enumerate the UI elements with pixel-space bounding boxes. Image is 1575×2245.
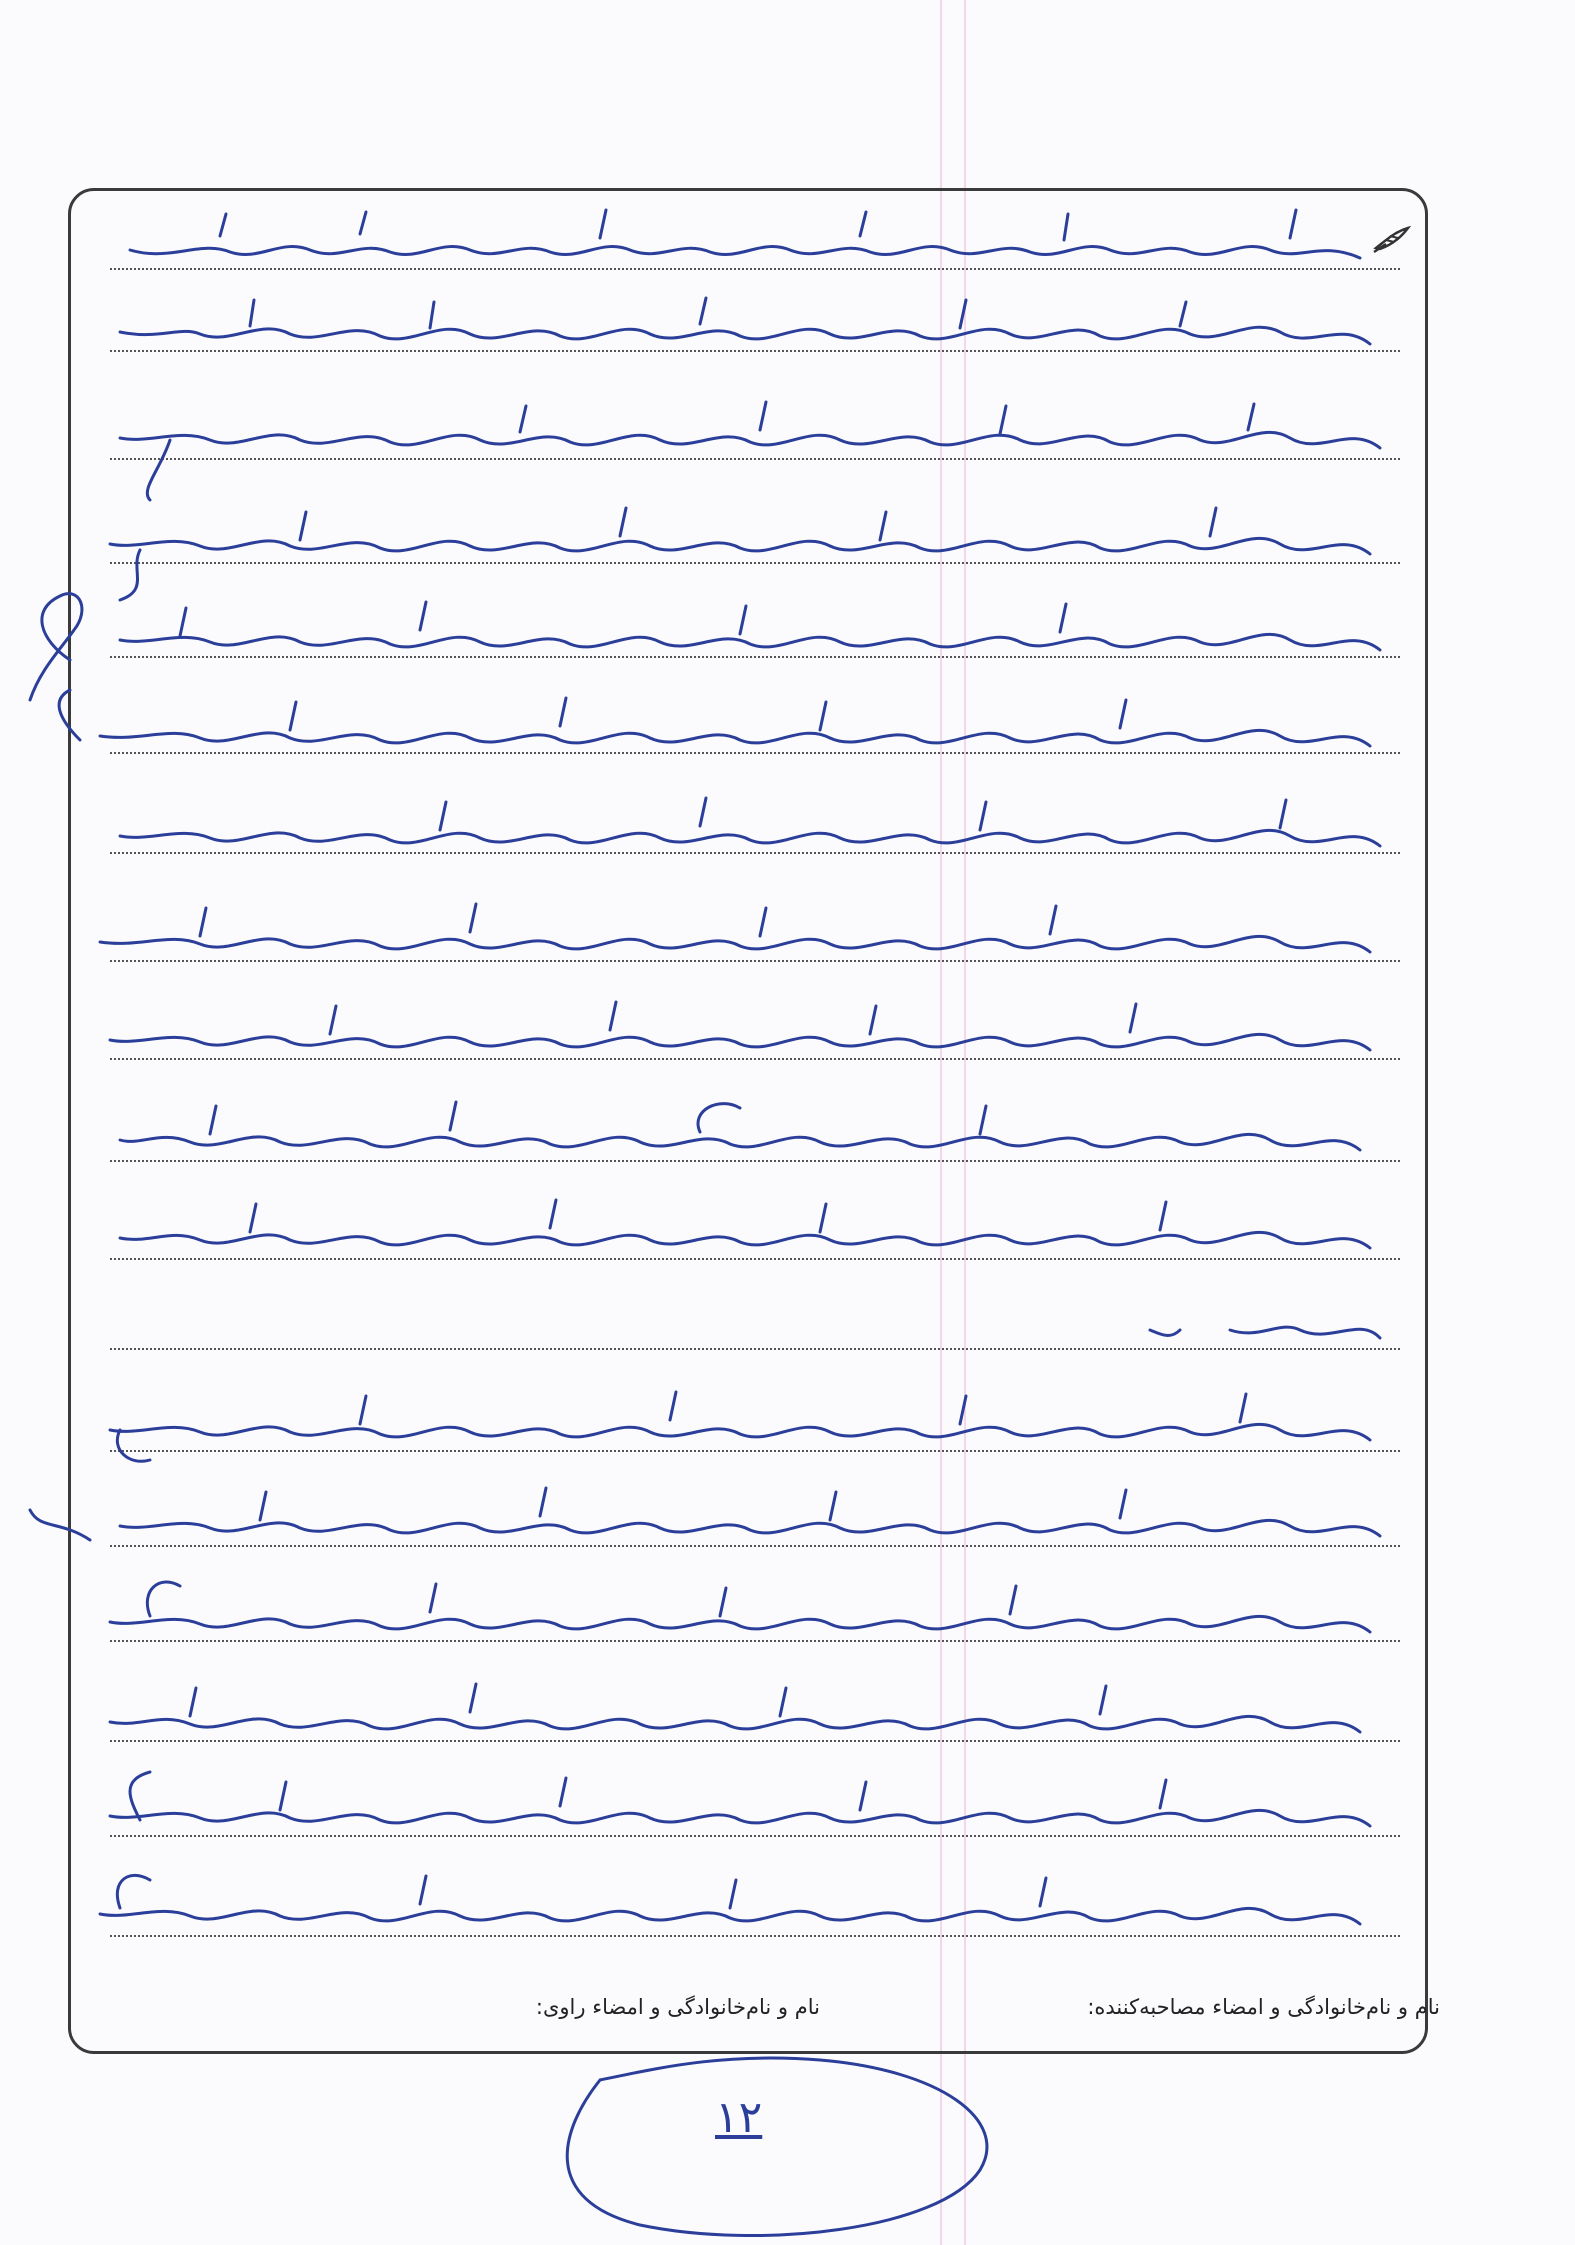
handwritten-line: [120, 1102, 1360, 1150]
handwritten-line: [110, 508, 1370, 600]
handwritten-line: [110, 1582, 1370, 1632]
handwritten-line: [110, 1772, 1370, 1826]
handwritten-line: [120, 298, 1370, 344]
handwritten-line: [1150, 1327, 1380, 1338]
narrator-signature-label: نام و نام‌خانوادگی و امضاء راوی:: [535, 1995, 820, 2019]
margin-annotation: [30, 594, 82, 700]
handwritten-line: [59, 690, 1370, 746]
handwritten-line: [120, 602, 1380, 650]
handwritten-line: [130, 210, 1360, 258]
handwritten-line: [120, 402, 1380, 500]
handwritten-line: [110, 1392, 1370, 1461]
interviewer-signature-label: نام و نام‌خانوادگی و امضاء مصاحبه‌کننده:: [1087, 1995, 1440, 2019]
handwritten-line: [120, 798, 1380, 846]
handwritten-line: [100, 904, 1370, 952]
handwritten-line: [120, 1200, 1370, 1248]
page-number: ۱۲: [715, 2092, 763, 2143]
page-number-area: [535, 2050, 1005, 2240]
signature-footer: [300, 1995, 1440, 2035]
handwritten-line: [110, 1002, 1370, 1050]
handwritten-line: [110, 1684, 1360, 1732]
handwritten-line: [100, 1875, 1360, 1924]
handwritten-line: [30, 1488, 1380, 1540]
